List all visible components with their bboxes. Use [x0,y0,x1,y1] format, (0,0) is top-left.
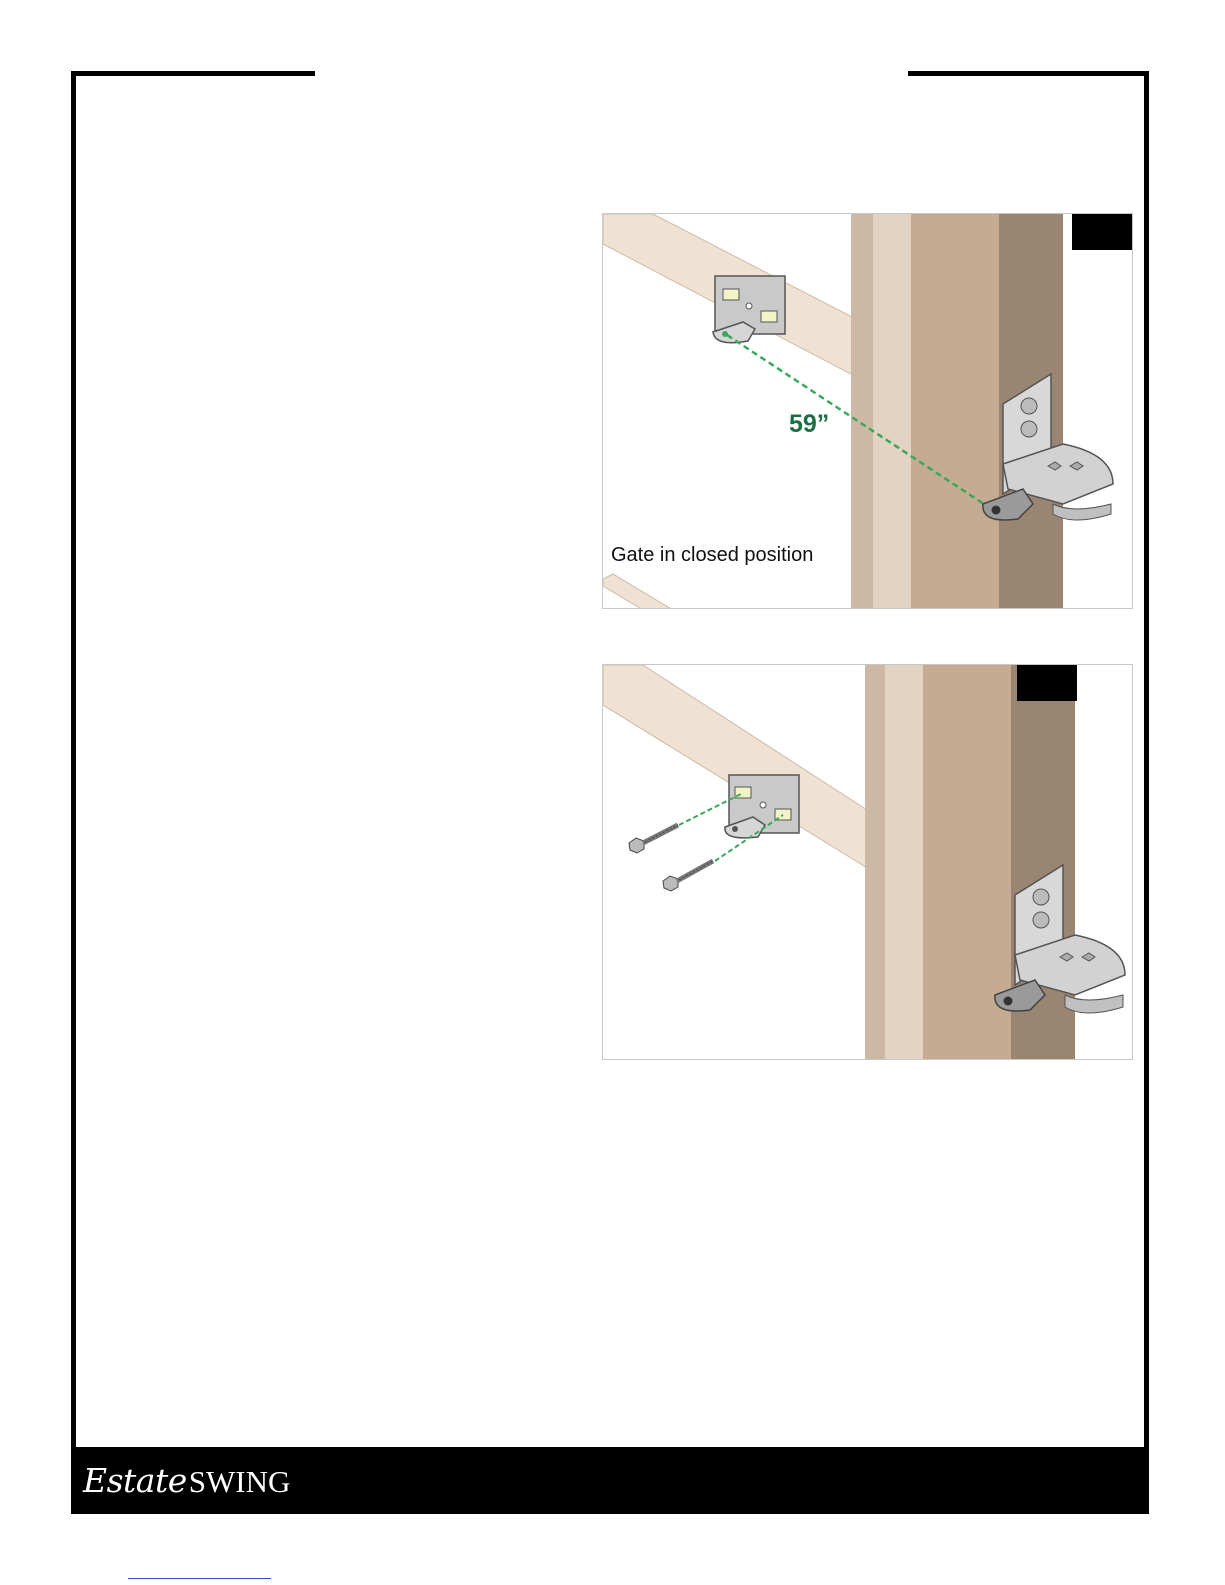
footer-bar [71,1447,1149,1514]
gate-bracket [713,276,785,343]
footer-link-underline[interactable] [128,1578,271,1579]
step-badge [1017,665,1077,701]
logo-word-text: SWING [188,1464,291,1499]
post-face-light [885,665,923,1060]
post-edge [851,214,873,609]
frame-top-left-rule [71,71,315,76]
post-face-mid [911,214,999,609]
figure-bracket-attachment [602,664,1133,1060]
dimension-label: 59” [789,410,830,438]
post-face-light [873,214,911,609]
step-badge [1072,214,1132,250]
lag-screw-upper [629,825,678,853]
figure-caption: Gate in closed position [611,544,814,566]
post-edge [865,665,885,1060]
estate-swing-logo [83,1461,290,1500]
gate-rail-lower [603,574,673,609]
figure-gate-closed-measurement [602,213,1133,609]
logo-script-text: Estate [83,1461,187,1500]
frame-left-border [71,71,76,1514]
bracket-attachment-illustration [603,665,1133,1060]
frame-right-border [1144,71,1149,1514]
frame-top-right-rule [908,71,1149,76]
lag-screw-lower [663,861,713,891]
